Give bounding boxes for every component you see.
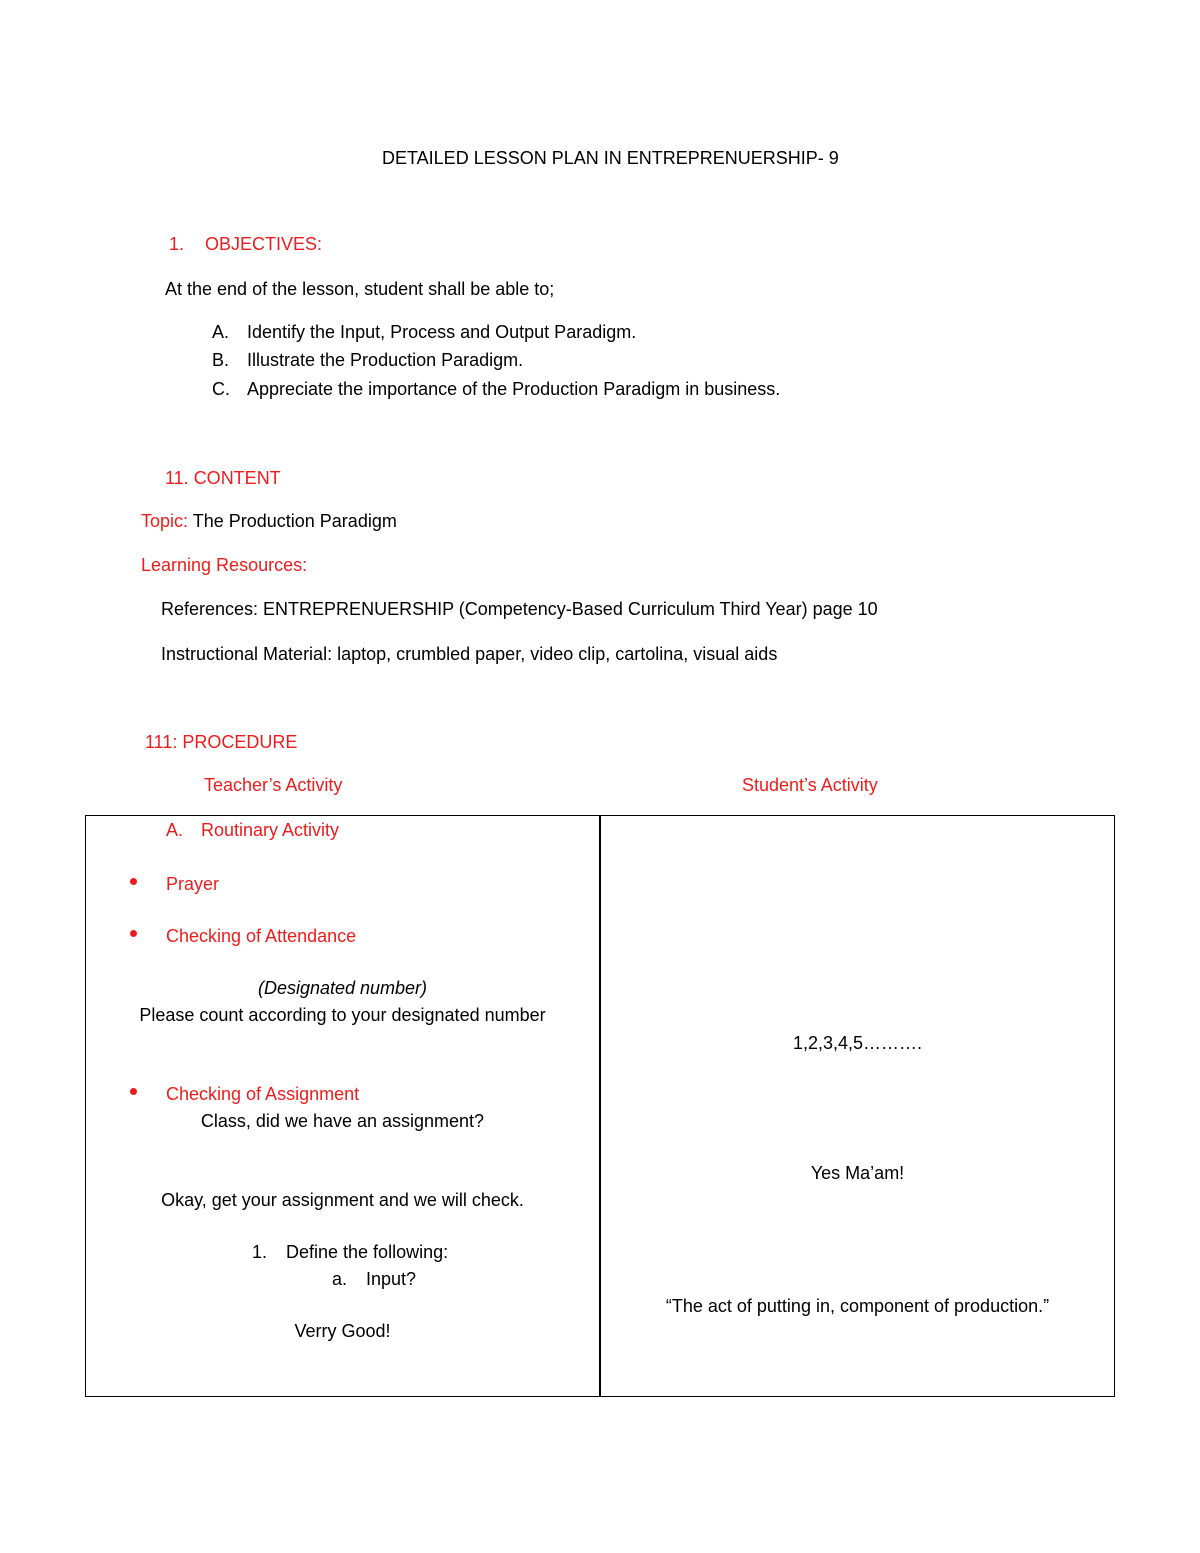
instructional-material-line: Instructional Material: laptop, crumbled paper, video clip, cartolina, visual aids xyxy=(161,644,778,664)
input-answer: “The act of putting in, component of production.” xyxy=(665,1296,1050,1316)
assignment-item: Checking of Assignment xyxy=(166,1084,360,1104)
count-answer: 1,2,3,4,5………. xyxy=(792,1033,923,1053)
objective-letter-c: C. xyxy=(212,379,230,399)
routinary-letter: A. xyxy=(166,820,184,840)
teacher-activity-header: Teacher’s Activity xyxy=(204,775,343,795)
content-heading: 11. CONTENT xyxy=(165,468,281,488)
define-number: 1. xyxy=(252,1242,268,1262)
objectives-heading: OBJECTIVES: xyxy=(205,234,323,254)
objective-letter-a: A. xyxy=(212,322,230,342)
procedure-heading: 111: PROCEDURE xyxy=(145,732,298,752)
objectives-intro: At the end of the lesson, student shall be able to; xyxy=(165,279,555,299)
learning-resources-label: Learning Resources: xyxy=(141,555,308,575)
input-question: Input? xyxy=(366,1269,417,1289)
objectives-number: 1. xyxy=(169,234,185,254)
objective-item-a: Identify the Input, Process and Output Paradigm. xyxy=(247,322,637,342)
bullet-icon xyxy=(130,930,137,937)
yes-answer: Yes Ma’am! xyxy=(810,1163,905,1183)
objective-item-c: Appreciate the importance of the Production Paradigm in business. xyxy=(247,379,781,399)
topic-value: The Production Paradigm xyxy=(192,511,397,531)
assignment-question: Class, did we have an assignment? xyxy=(200,1111,485,1131)
objective-letter-b: B. xyxy=(212,350,230,370)
sub-letter: a. xyxy=(332,1269,348,1289)
document-title: DETAILED LESSON PLAN IN ENTREPRENUERSHIP- 9 xyxy=(382,148,839,168)
prayer-item: Prayer xyxy=(166,874,220,894)
define-text: Define the following: xyxy=(286,1242,449,1262)
designated-number-note: (Designated number) xyxy=(257,978,428,998)
routinary-activity-title: Routinary Activity xyxy=(201,820,340,840)
count-instruction: Please count according to your designated number xyxy=(139,1005,546,1025)
bullet-icon xyxy=(130,878,137,885)
topic-line xyxy=(141,510,397,532)
praise-text: Verry Good! xyxy=(294,1321,391,1341)
student-activity-header: Student’s Activity xyxy=(742,775,878,795)
topic-label: Topic: xyxy=(141,511,189,531)
get-assignment-instruction: Okay, get your assignment and we will check. xyxy=(161,1190,524,1210)
attendance-item: Checking of Attendance xyxy=(166,926,357,946)
bullet-icon xyxy=(130,1088,137,1095)
objective-item-b: Illustrate the Production Paradigm. xyxy=(247,350,524,370)
references-line: References: ENTREPRENUERSHIP (Competency-Based Curriculum Third Year) page 10 xyxy=(161,599,878,619)
